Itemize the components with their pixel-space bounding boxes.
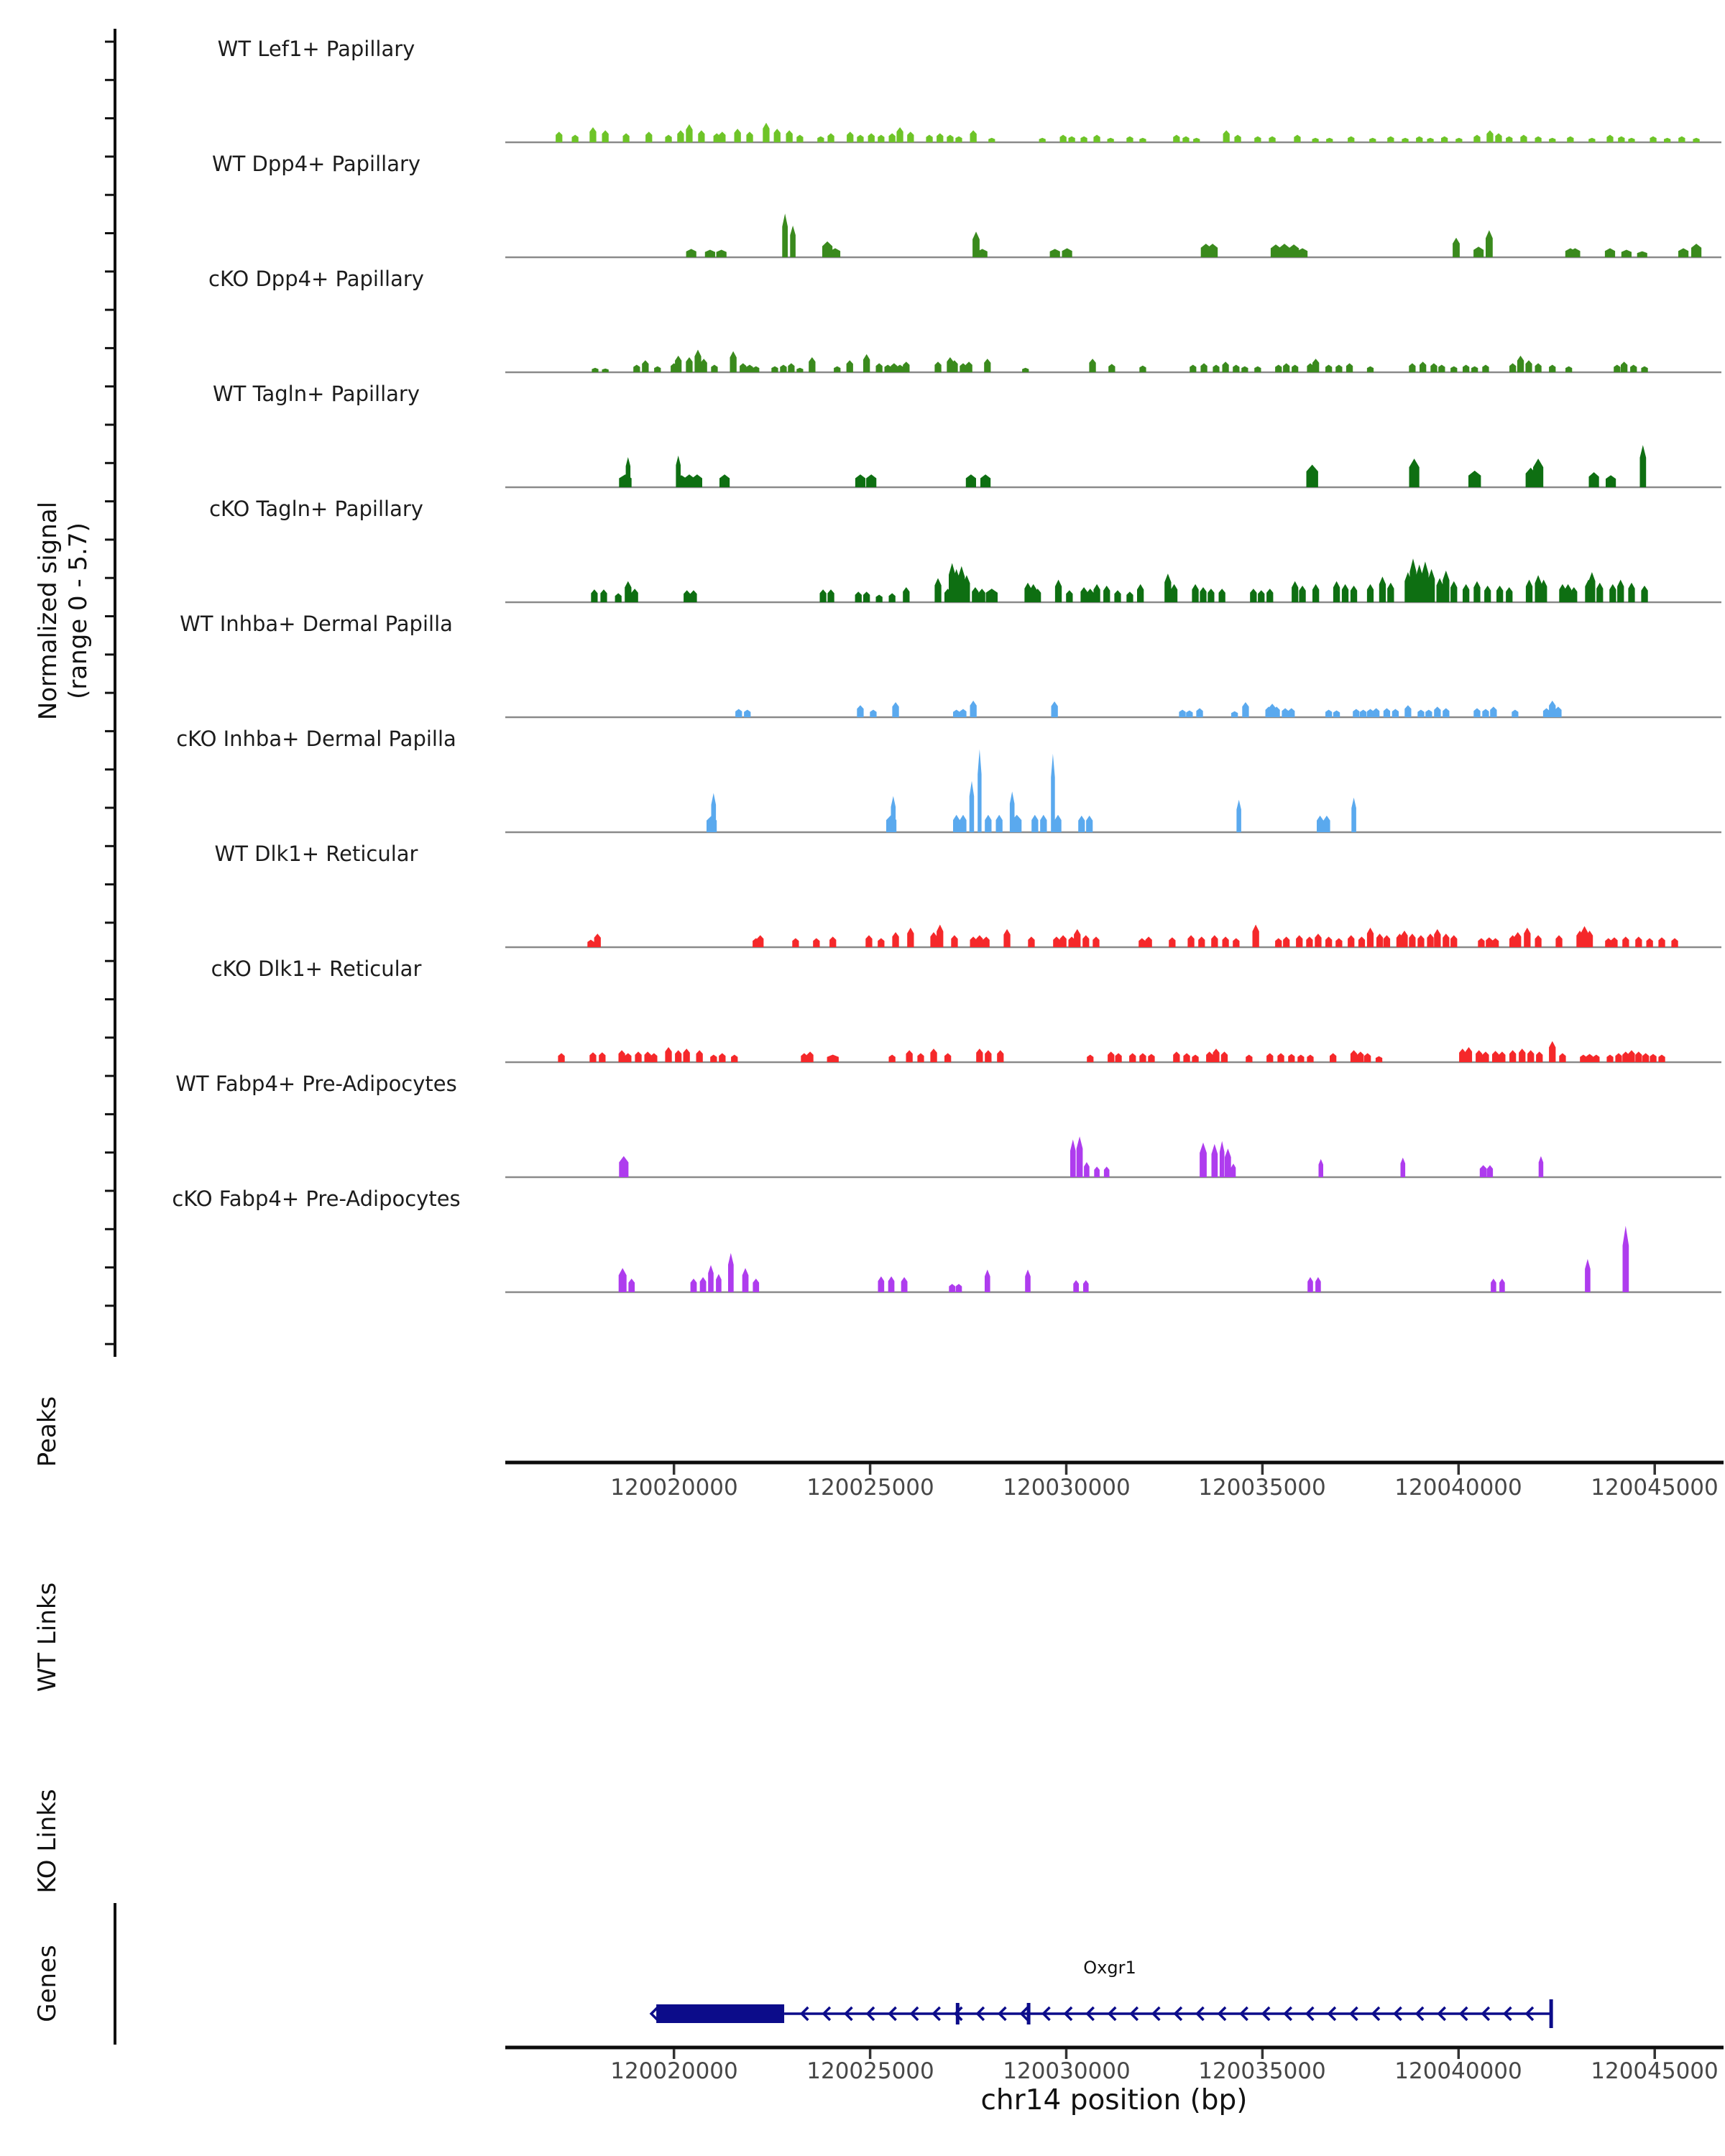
peaks-axis-tick-label: 120040000 (1394, 1475, 1522, 1501)
track-label: WT Fabp4+ Pre-Adipocytes (175, 1072, 457, 1096)
gene-exon-mark (1027, 2003, 1031, 2024)
section-label-wt-links: WT Links (33, 1582, 62, 1692)
track-label: cKO Tagln+ Papillary (209, 497, 423, 521)
peaks-axis-tick-label: 120025000 (806, 1475, 934, 1501)
section-label-ko-links: KO Links (33, 1789, 62, 1894)
signal-track (592, 350, 1647, 373)
genome-axis-tick-label: 120025000 (806, 2058, 934, 2084)
genome-axis-tick-label: 120040000 (1394, 2058, 1522, 2084)
y-axis-label-line1: Normalized signal (34, 501, 63, 721)
signal-track (619, 445, 1646, 487)
track-label: cKO Dlk1+ Reticular (211, 957, 422, 981)
signal-track (619, 1226, 1629, 1292)
track-label: WT Tagln+ Papillary (212, 382, 420, 406)
section-label-peaks: Peaks (33, 1396, 62, 1468)
signal-track (735, 701, 1562, 717)
signal-track (587, 925, 1678, 948)
signal-track (556, 123, 1700, 142)
genome-axis-tick-label: 120030000 (1003, 2058, 1131, 2084)
gene-name-label: Oxgr1 (1083, 1958, 1136, 1978)
signal-track (707, 750, 1356, 833)
genome-axis-tick-label: 120020000 (610, 2058, 738, 2084)
peaks-axis-tick-label: 120020000 (610, 1475, 738, 1501)
track-label: WT Dlk1+ Reticular (214, 842, 418, 866)
section-label-genes: Genes (33, 1945, 62, 2022)
peaks-axis-tick-label: 120030000 (1003, 1475, 1131, 1501)
genome-axis-tick-label: 120045000 (1591, 2058, 1719, 2084)
track-label: cKO Inhba+ Dermal Papilla (176, 727, 456, 751)
x-axis-title: chr14 position (bp) (980, 2084, 1248, 2116)
track-label: cKO Dpp4+ Papillary (208, 267, 424, 291)
signal-track (591, 558, 1647, 602)
genome-axis-tick-label: 120035000 (1198, 2058, 1326, 2084)
gene-exon-block (656, 2004, 784, 2023)
signal-track (558, 1041, 1665, 1062)
track-label: WT Lef1+ Papillary (217, 37, 415, 61)
track-label: WT Dpp4+ Papillary (211, 152, 421, 176)
y-axis-label-line2: (range 0 - 5.7) (64, 522, 93, 699)
signal-track (686, 213, 1702, 257)
signal-track (619, 1136, 1543, 1177)
peaks-axis-tick-label: 120035000 (1198, 1475, 1326, 1501)
track-label: cKO Fabp4+ Pre-Adipocytes (172, 1187, 461, 1211)
gene-exon-mark (956, 2003, 960, 2024)
gene-end-bar (1550, 1999, 1553, 2028)
peaks-axis-tick-label: 120045000 (1591, 1475, 1719, 1501)
track-label: WT Inhba+ Dermal Papilla (180, 612, 453, 636)
